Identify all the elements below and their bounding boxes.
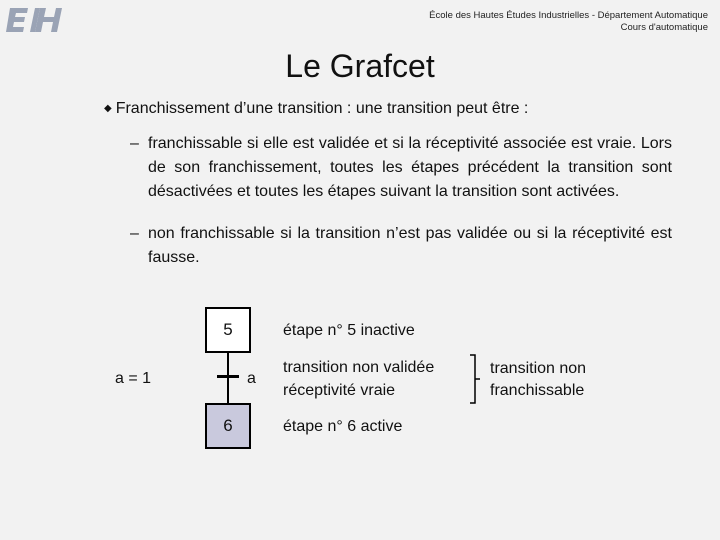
bracket-icon (465, 354, 487, 404)
header-course: Cours d'automatique (620, 22, 708, 33)
dash-marker: – (130, 135, 139, 152)
bullet-item (104, 100, 528, 118)
grafcet-step-6: 6 (205, 403, 251, 449)
result-line2: franchissable (490, 382, 585, 399)
step-6-description: étape n° 6 active (283, 418, 403, 435)
course-header (429, 10, 708, 34)
bullet-text: Franchissement d’une transition : une transition peut être : (115, 100, 529, 117)
condition-label: a = 1 (115, 370, 152, 387)
transition-description-line1: transition non validée (283, 359, 435, 376)
sub-item-text: franchissable si elle est validée et si la réceptivité associée est vraie. Lors de son franchissement, toutes les étapes précédent la transition sont désactivées et toutes les étapes suivant la transition sont activées. (148, 135, 672, 200)
page-title: Le Grafcet (285, 48, 435, 84)
transition-description-line2: réceptivité vraie (283, 382, 396, 399)
receptivity-label: a (247, 370, 256, 387)
sub-item-text: non franchissable si la transition n’est pas validée ou si la réceptivité est fausse. (148, 225, 672, 266)
dash-marker: – (130, 225, 139, 242)
grafcet-step-5: 5 (205, 307, 251, 353)
step-5-description: étape n° 5 inactive (283, 322, 415, 339)
sub-item-non-franchissable (130, 222, 672, 270)
grafcet-transition-bar (217, 375, 239, 378)
bullet-diamond-icon: ◆ (104, 103, 112, 114)
grafcet-link-line (227, 353, 229, 403)
result-line1: transition non (490, 360, 587, 377)
ehei-logo-icon (6, 6, 66, 34)
header-school: École des Hautes Études Industrielles - Département Automatique (429, 10, 708, 21)
sub-item-franchissable (130, 132, 672, 204)
